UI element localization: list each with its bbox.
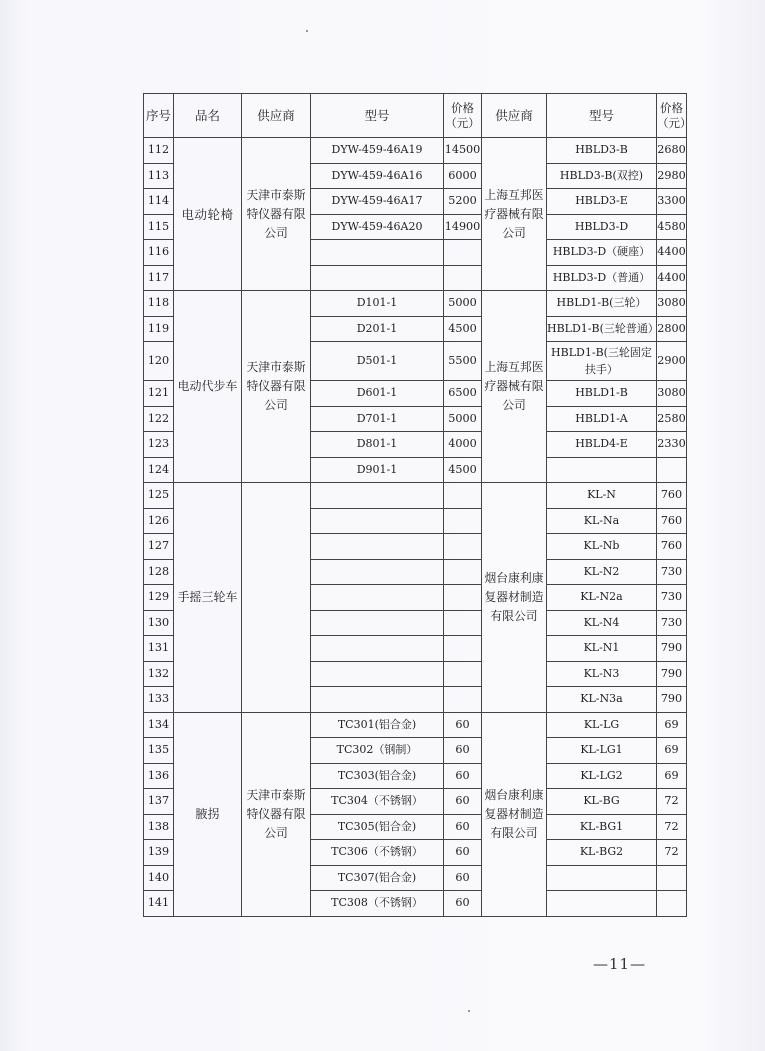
price-cell: 60 xyxy=(444,712,482,738)
price-cell xyxy=(444,610,482,636)
price-cell: 5500 xyxy=(444,342,482,381)
model-cell-2 xyxy=(547,457,657,483)
model-cell-2: HBLD1-B xyxy=(547,381,657,407)
price-cell-2: 2680 xyxy=(657,138,687,164)
price-cell: 60 xyxy=(444,789,482,815)
row-seq: 132 xyxy=(144,661,174,687)
model-cell xyxy=(311,265,444,291)
supplier-tianjin: 天津市泰斯特仪器有限公司 xyxy=(242,291,311,483)
model-cell xyxy=(311,240,444,266)
model-cell: D201-1 xyxy=(311,316,444,342)
price-cell-2: 790 xyxy=(657,661,687,687)
price-cell xyxy=(444,508,482,534)
price-cell-2: 3080 xyxy=(657,291,687,317)
header-price-2: 价格（元） xyxy=(657,94,687,138)
row-seq: 136 xyxy=(144,763,174,789)
model-cell-2: KL-BG2 xyxy=(547,840,657,866)
model-cell-2: KL-N3 xyxy=(547,661,657,687)
model-cell-2: HBLD3-B xyxy=(547,138,657,164)
model-cell-2: HBLD1-A xyxy=(547,406,657,432)
model-cell xyxy=(311,687,444,713)
model-cell-2: KL-BG xyxy=(547,789,657,815)
row-seq: 114 xyxy=(144,189,174,215)
supplier-shanghai: 上海互邦医疗器械有限公司 xyxy=(482,291,547,483)
price-cell-2: 2800 xyxy=(657,316,687,342)
model-cell-2: KL-LG2 xyxy=(547,763,657,789)
model-cell-2: HBLD1-B(三轮） xyxy=(547,291,657,317)
header-price: 价格（元） xyxy=(444,94,482,138)
row-seq: 120 xyxy=(144,342,174,381)
price-cell xyxy=(444,636,482,662)
model-cell: D801-1 xyxy=(311,432,444,458)
price-cell: 4000 xyxy=(444,432,482,458)
model-cell: TC308（不锈钢） xyxy=(311,891,444,917)
price-cell xyxy=(444,585,482,611)
price-cell-2: 760 xyxy=(657,483,687,509)
price-cell xyxy=(444,240,482,266)
model-cell xyxy=(311,585,444,611)
price-cell: 6000 xyxy=(444,163,482,189)
row-seq: 115 xyxy=(144,214,174,240)
row-seq: 116 xyxy=(144,240,174,266)
header-model: 型号 xyxy=(311,94,444,138)
model-cell-2: KL-Nb xyxy=(547,534,657,560)
page-number: —11— xyxy=(593,955,647,973)
model-cell-2: KL-N2 xyxy=(547,559,657,585)
price-cell-2: 72 xyxy=(657,840,687,866)
price-cell: 6500 xyxy=(444,381,482,407)
group-crutch: 腋拐 xyxy=(174,712,242,916)
table-row xyxy=(144,712,687,738)
model-cell: D101-1 xyxy=(311,291,444,317)
row-seq: 112 xyxy=(144,138,174,164)
price-cell: 5000 xyxy=(444,291,482,317)
row-seq: 139 xyxy=(144,840,174,866)
row-seq: 134 xyxy=(144,712,174,738)
row-seq: 119 xyxy=(144,316,174,342)
price-cell xyxy=(444,687,482,713)
model-cell: TC305(铝合金) xyxy=(311,814,444,840)
model-cell xyxy=(311,661,444,687)
price-cell-2: 730 xyxy=(657,559,687,585)
model-cell: D901-1 xyxy=(311,457,444,483)
price-cell xyxy=(444,559,482,585)
price-cell-2: 790 xyxy=(657,636,687,662)
row-seq: 137 xyxy=(144,789,174,815)
model-cell: DYW-459-46A17 xyxy=(311,189,444,215)
row-seq: 121 xyxy=(144,381,174,407)
supplier-yantai: 烟台康利康复器材制造有限公司 xyxy=(482,712,547,916)
price-cell-2: 4400 xyxy=(657,240,687,266)
price-cell xyxy=(444,483,482,509)
model-cell-2 xyxy=(547,891,657,917)
row-seq: 131 xyxy=(144,636,174,662)
model-cell-2: KL-Na xyxy=(547,508,657,534)
model-cell-2: HBLD4-E xyxy=(547,432,657,458)
row-seq: 129 xyxy=(144,585,174,611)
model-cell-2: HBLD3-D xyxy=(547,214,657,240)
model-cell xyxy=(311,483,444,509)
model-cell xyxy=(311,508,444,534)
price-cell-2: 730 xyxy=(657,585,687,611)
model-cell-2: HBLD1-B(三轮普通） xyxy=(547,316,657,342)
row-seq: 138 xyxy=(144,814,174,840)
price-cell-2: 2580 xyxy=(657,406,687,432)
model-cell-2: KL-N1 xyxy=(547,636,657,662)
model-cell xyxy=(311,610,444,636)
price-cell-2: 72 xyxy=(657,789,687,815)
model-cell: TC301(铝合金) xyxy=(311,712,444,738)
price-cell-2: 760 xyxy=(657,534,687,560)
price-cell: 14500 xyxy=(444,138,482,164)
price-cell: 5000 xyxy=(444,406,482,432)
model-cell: DYW-459-46A20 xyxy=(311,214,444,240)
model-cell-2: KL-N3a xyxy=(547,687,657,713)
price-cell xyxy=(444,534,482,560)
price-cell-2: 2900 xyxy=(657,342,687,381)
model-cell-2: HBLD1-B(三轮固定扶手） xyxy=(547,342,657,381)
supplier-tianjin: 天津市泰斯特仪器有限公司 xyxy=(242,712,311,916)
row-seq: 135 xyxy=(144,738,174,764)
price-cell-2 xyxy=(657,457,687,483)
table-row xyxy=(144,138,687,164)
row-seq: 122 xyxy=(144,406,174,432)
model-cell: TC303(铝合金) xyxy=(311,763,444,789)
price-cell: 60 xyxy=(444,814,482,840)
price-cell-2: 69 xyxy=(657,763,687,789)
price-cell-2: 2980 xyxy=(657,163,687,189)
price-cell: 60 xyxy=(444,865,482,891)
header-supplier-2: 供应商 xyxy=(482,94,547,138)
model-cell xyxy=(311,559,444,585)
header-row xyxy=(144,94,687,138)
row-seq: 117 xyxy=(144,265,174,291)
price-cell-2: 3300 xyxy=(657,189,687,215)
scan-speck xyxy=(306,30,308,32)
row-seq: 124 xyxy=(144,457,174,483)
price-cell xyxy=(444,265,482,291)
price-cell-2: 4580 xyxy=(657,214,687,240)
price-cell-2: 730 xyxy=(657,610,687,636)
row-seq: 123 xyxy=(144,432,174,458)
group-tricycle: 手摇三轮车 xyxy=(174,483,242,713)
model-cell xyxy=(311,534,444,560)
model-cell: DYW-459-46A16 xyxy=(311,163,444,189)
model-cell-2: KL-LG1 xyxy=(547,738,657,764)
price-cell: 60 xyxy=(444,891,482,917)
model-cell-2: KL-LG xyxy=(547,712,657,738)
header-supplier: 供应商 xyxy=(242,94,311,138)
model-cell: TC307(铝合金) xyxy=(311,865,444,891)
row-seq: 133 xyxy=(144,687,174,713)
price-cell-2: 4400 xyxy=(657,265,687,291)
model-cell-2: HBLD3-B(双控) xyxy=(547,163,657,189)
model-cell xyxy=(311,636,444,662)
row-seq: 125 xyxy=(144,483,174,509)
price-cell: 4500 xyxy=(444,457,482,483)
header-model-2: 型号 xyxy=(547,94,657,138)
supplier-empty xyxy=(242,483,311,713)
group-scooter: 电动代步车 xyxy=(174,291,242,483)
model-cell: D701-1 xyxy=(311,406,444,432)
price-cell-2: 2330 xyxy=(657,432,687,458)
supplier-shanghai: 上海互邦医疗器械有限公司 xyxy=(482,138,547,291)
row-seq: 141 xyxy=(144,891,174,917)
table-row xyxy=(144,291,687,317)
header-name: 品名 xyxy=(174,94,242,138)
supplier-tianjin: 天津市泰斯特仪器有限公司 xyxy=(242,138,311,291)
scan-speck xyxy=(468,1010,470,1012)
row-seq: 130 xyxy=(144,610,174,636)
price-cell-2: 69 xyxy=(657,738,687,764)
row-seq: 127 xyxy=(144,534,174,560)
model-cell: TC306（不锈钢） xyxy=(311,840,444,866)
model-cell-2: KL-N4 xyxy=(547,610,657,636)
model-cell: D601-1 xyxy=(311,381,444,407)
model-cell: TC304（不锈钢） xyxy=(311,789,444,815)
table-row xyxy=(144,483,687,509)
row-seq: 126 xyxy=(144,508,174,534)
model-cell: TC302（钢制） xyxy=(311,738,444,764)
model-cell-2: HBLD3-E xyxy=(547,189,657,215)
price-cell-2 xyxy=(657,865,687,891)
price-cell: 60 xyxy=(444,738,482,764)
model-cell-2: KL-N2a xyxy=(547,585,657,611)
row-seq: 113 xyxy=(144,163,174,189)
header-seq: 序号 xyxy=(144,94,174,138)
price-table xyxy=(143,93,692,917)
model-cell-2 xyxy=(547,865,657,891)
price-cell-2 xyxy=(657,891,687,917)
price-cell xyxy=(444,661,482,687)
model-cell-2: KL-BG1 xyxy=(547,814,657,840)
price-cell-2: 760 xyxy=(657,508,687,534)
price-cell-2: 790 xyxy=(657,687,687,713)
model-cell: DYW-459-46A19 xyxy=(311,138,444,164)
model-cell-2: HBLD3-D（硬座） xyxy=(547,240,657,266)
group-wheelchair: 电动轮椅 xyxy=(174,138,242,291)
price-cell: 4500 xyxy=(444,316,482,342)
model-cell: D501-1 xyxy=(311,342,444,381)
price-cell: 60 xyxy=(444,763,482,789)
price-cell: 5200 xyxy=(444,189,482,215)
model-cell-2: HBLD3-D（普通） xyxy=(547,265,657,291)
price-cell: 14900 xyxy=(444,214,482,240)
price-cell-2: 72 xyxy=(657,814,687,840)
row-seq: 140 xyxy=(144,865,174,891)
model-cell-2: KL-N xyxy=(547,483,657,509)
price-cell: 60 xyxy=(444,840,482,866)
price-cell-2: 69 xyxy=(657,712,687,738)
row-seq: 118 xyxy=(144,291,174,317)
row-seq: 128 xyxy=(144,559,174,585)
price-cell-2: 3080 xyxy=(657,381,687,407)
supplier-yantai: 烟台康利康复器材制造有限公司 xyxy=(482,483,547,713)
